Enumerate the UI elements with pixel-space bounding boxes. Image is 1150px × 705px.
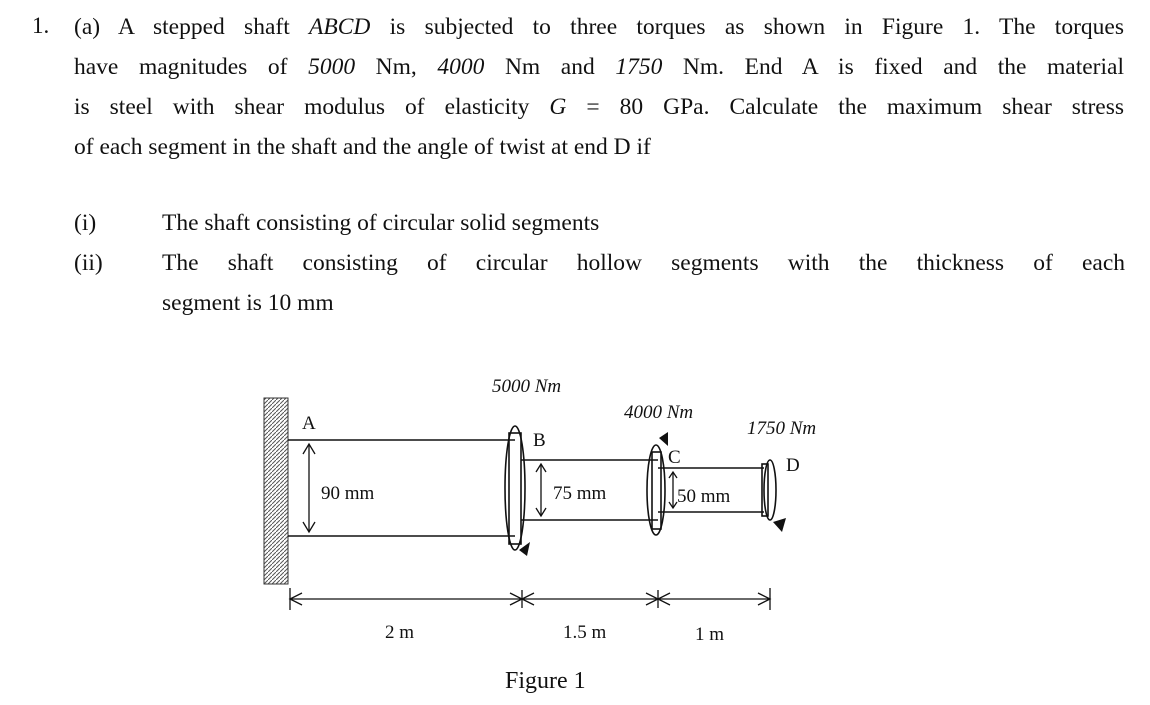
italic-text: ABCD: [309, 14, 371, 40]
torque-c-label: 4000 Nm: [624, 402, 694, 423]
flange-b: [505, 426, 525, 550]
italic-text: 5000: [308, 54, 356, 80]
label-c: C: [668, 447, 681, 468]
len-cd-label: 1 m: [695, 624, 725, 645]
subpart-ii-text: The shaft consisting of circular hollow segments with the thickness of each: [162, 250, 1125, 276]
dim-ab-diameter: [303, 444, 315, 532]
dia-bc-label: 75 mm: [553, 483, 607, 504]
text-run: is steel with shear modulus of elasticity: [74, 94, 550, 120]
label-d: D: [786, 455, 800, 476]
torque-b-label: 5000 Nm: [492, 376, 562, 397]
end-d: [762, 460, 776, 520]
text-run: Nm,: [355, 54, 438, 80]
fixed-wall: [264, 398, 288, 584]
text-run: = 80 GPa. Calculate the maximum shear stress: [566, 94, 1124, 120]
len-bc-label: 1.5 m: [563, 622, 607, 643]
subpart-ii-text-cont: segment is 10 mm: [162, 290, 334, 316]
dim-length-line: [290, 588, 770, 610]
text-run: of each segment in the shaft and the angle of twist at end D if: [74, 134, 651, 160]
torque-c-arrow-icon: [659, 432, 668, 446]
subpart-ii-number: (ii): [74, 250, 103, 276]
italic-text: 1750: [615, 54, 663, 80]
text-run: is subjected to three torques as shown in Figure 1. The torques: [370, 14, 1124, 40]
subpart-i-text: The shaft consisting of circular solid segments: [162, 210, 600, 236]
dim-cd-diameter: [669, 472, 677, 508]
text-run: have magnitudes of: [74, 54, 309, 80]
dim-bc-diameter: [536, 464, 546, 516]
flange-c: [647, 445, 665, 535]
label-b: B: [533, 430, 546, 451]
torque-d-arrow-icon: [773, 518, 786, 532]
question-number: 1.: [32, 13, 50, 38]
italic-text: G: [549, 94, 567, 120]
text-run: Nm. End A is fixed and the material: [662, 54, 1124, 80]
figure-caption: Figure 1: [505, 668, 586, 694]
dia-ab-label: 90 mm: [321, 483, 375, 504]
dia-cd-label: 50 mm: [677, 486, 731, 507]
text-run: (a) A stepped shaft: [74, 14, 310, 40]
italic-text: 4000: [437, 54, 485, 80]
label-a: A: [302, 413, 316, 434]
subpart-i-number: (i): [74, 210, 97, 236]
text-run: Nm and: [484, 54, 616, 80]
torque-d-label: 1750 Nm: [747, 418, 817, 439]
len-ab-label: 2 m: [385, 622, 415, 643]
